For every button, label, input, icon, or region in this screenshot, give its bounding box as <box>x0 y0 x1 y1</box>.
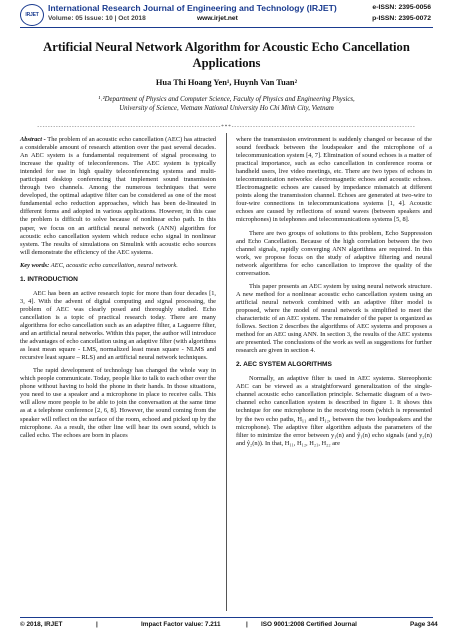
section-2-heading: 2. AEC SYSTEM ALGORITHMS <box>236 361 332 369</box>
column-divider <box>226 133 227 611</box>
affiliation-line-1: ¹˒²Department of Physics and Computer Science, Faculty of Physics and Engineering Physics, <box>98 96 355 103</box>
footer-bar-2: | <box>246 621 248 628</box>
footer-copyright: © 2018, IRJET <box>20 621 63 628</box>
abstract-text: The problem of an acoustic echo cancellation (AEC) has attracted a considerable amount of research attention over the past several decades. An AEC system is a fundamental requirement of signal processing to increase the quality of teleconferences. The AEC system is typically intended for use in high quality teleconferencing systems and multi-participant desktop conferencing that implement sound transmission through two channels. Among the numerous techniques that were developed, the optimal adaptive filter can be considered as one of the most fundamental echo reduction approaches, which has been de-lineated in different forms and adopted in various applications. However, in this case the problem is difficult to solve because of nonlinear echo path. In this paper, we focus on an artificial neural network (ANN) algorithm for acoustic echo cancellation system which reduce echo signal in nonlinear system. The results of simulations on Simulink with acoustic echo sources will demonstrate the efficiency of the AEC systems. <box>20 136 216 256</box>
left-column <box>20 136 216 445</box>
journal-url[interactable]: www.irjet.net <box>197 15 238 22</box>
intro-heading: 1. INTRODUCTION <box>20 275 78 283</box>
abstract-label: Abstract - <box>20 136 46 143</box>
volume-issue: Volume: 05 Issue: 10 | Oct 2018 <box>48 15 146 22</box>
right-column <box>236 136 432 453</box>
journal-header <box>0 0 453 28</box>
header-rule <box>20 27 433 28</box>
p-issn: p-ISSN: 2395-0072 <box>372 15 431 22</box>
intro-paragraph-1: AEC has been an active research topic for more than four decades [1, 3, 4]. With the advent of digital computing and signal processing, the problem of AEC was clearly posed and thoroughly studied. Echo cancellation is a topic of practical research today. There are many algorithms for echo cancellation such as an adaptive filter, a Laguerre filter, and an artificial neural networks. Within this paper, the author will introduce the advantages of echo cancellation using an adaptive filter (with algorithms as least mean square - LMS, normalized least mean square - NLMS and recursive least square – RLS) and an artificial neural network techniques. <box>20 289 216 362</box>
footer-rule <box>20 617 433 618</box>
footer-page-number: Page 344 <box>410 621 438 628</box>
paper-authors: Hua Thi Hoang Yen¹, Huynh Van Tuan² <box>155 78 298 87</box>
keywords-text: AEC, acoustic echo cancellation, neural network. <box>49 261 178 269</box>
keywords-label: Key words: <box>20 261 50 269</box>
keywords <box>20 262 216 270</box>
right-paragraph-1: where the transmission environment is suddenly changed or because of the sound feedback between the loudspeaker and the microphone of a telecommunication system [4, 7]. Elimination of sound echoes is a matter of practical importance, such as echo cancellation in conference rooms or handheld users, live video meetings, etc. There are two types of echoes in telecommunication networks: electromagnetic echoes and acoustic echoes. Electromagnetic echoes are caused by impedance mismatch at different points along the transmission channel. Echoes are generated at two-wire to four-wire connections in telecommunications systems [1, 4]. Acoustic echoes are caused by reflections of sound waves (between speakers and microphones) in telephones and telecommunications systems [5, 8]. <box>236 136 432 224</box>
right-paragraph-4: Normally, an adaptive filter is used in AEC systems. Stereophonic AEC can be viewed as a straightforward generalization of the single-channel acoustic echo cancellation principle. Schematic diagram of a two-channel echo cancellation system is described in figure 1. It shows this technique for one microphone in the receiving room (which is represented by the two echo paths, H₁₁ and H₁₂, between the two loudspeakers and the microphone). The adaptive filter algorithm adjusts the parameters of the filter to minimize the error between y₁(n) and ŷ₁(n) echo signals (and y₂(n) and ŷ₂(n)). In that, H₁₁, H₁₂, H₂₁, H₂₂ are <box>236 375 432 447</box>
right-paragraph-2: There are two groups of solutions to this problem, Echo Suppression and Echo Cancellation. Because of the high correlation between the two channel signals, rapidly converging ANN algorithms are required. In this work, we propose focus on the study of adaptive filtering and neural network algorithms for echo cancellation to improve the quality of the conversation. <box>236 229 432 277</box>
irjet-logo: IRJET <box>20 4 44 26</box>
intro-paragraph-2: The rapid development of technology has changed the whole way in which people communicate. Today, people like to talk to each other over the phone without having to hold the phone in their hands. In those situations, you need to use a speaker and a microphone in place to receive calls. This will allow more people to be able to join the conversation at the same time as at a telephone conference [2, 6, 8]. However, the sound coming from the speaker will reflect on the surface of the room, echoed and picked up by the microphone. As a result, the other line will hear its own sound, which is called echo. The echoes are born in places <box>20 367 216 439</box>
paper-title: Artificial Neural Network Algorithm for Acoustic Echo Cancellation Applications <box>43 40 410 70</box>
abstract <box>20 136 216 257</box>
e-issn: e-ISSN: 2395-0056 <box>372 4 431 11</box>
footer-bar-1: | <box>96 621 98 628</box>
footer-impact-factor: Impact Factor value: 7.211 <box>141 621 221 628</box>
affiliation <box>20 95 433 113</box>
section-separator: ---------------------------------------------------------------------***--------------------------------------------------------------------- <box>37 125 416 130</box>
affiliation-line-2: University of Science, Vietnam National University Ho Chi Minh City, Vietnam <box>119 105 334 112</box>
footer-iso: ISO 9001:2008 Certified Journal <box>261 621 357 628</box>
right-paragraph-3: This paper presents an AEC system by using neural network structure. A new method for a nonlinear acoustic echo cancellation system using an artificial neural network combined with an adaptive filter model is proposed, where the model of neural network is simplified to meet the characteristic of an AEC system. The remainder of the paper is organized as follows. Section 2 describes the algorithms of AEC systems and proposes a method for an AEC using ANN. In section 3, the results of the AEC systems are presented. The conclusions of the work as well as suggestions for further research are given in section 4. <box>236 282 432 355</box>
journal-name: International Research Journal of Engineering and Technology (IRJET) <box>48 3 337 13</box>
